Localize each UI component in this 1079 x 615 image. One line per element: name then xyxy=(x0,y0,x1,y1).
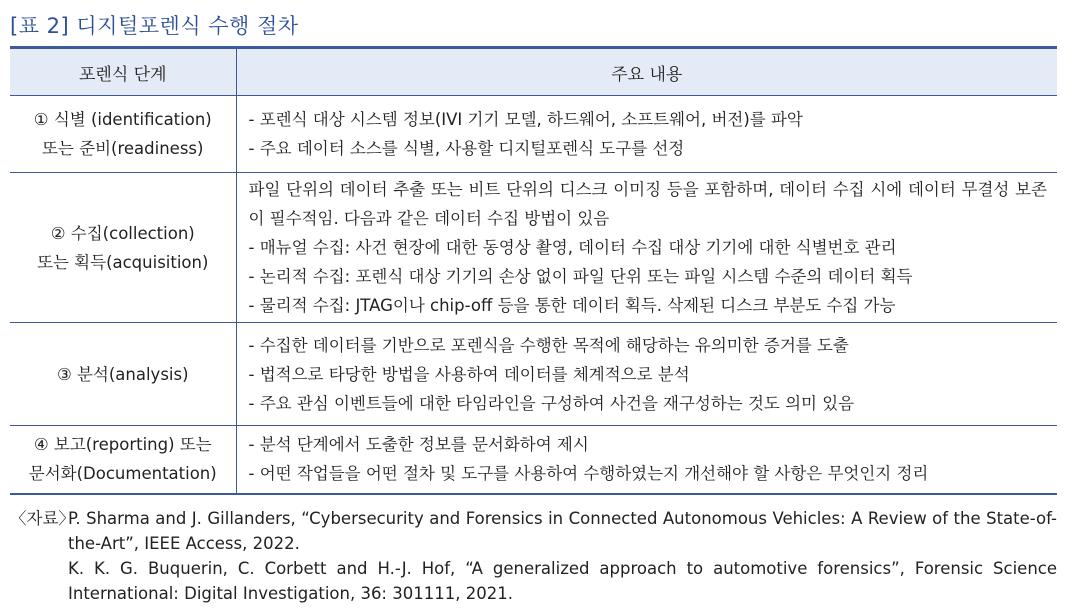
stage-label: ① 식별 (identification) xyxy=(33,110,212,129)
table-header-row xyxy=(10,48,1057,96)
stage-label: 문서화(Documentation) xyxy=(28,464,217,484)
reference-1: P. Sharma and J. Gillanders, “Cybersecurity and Forensics in Connected Autonomous Vehicles: A Review of the State-of-the-Art”, IEEE Access, 2022. xyxy=(68,509,1057,553)
stage-label: ④ 보고(reporting) 또는 xyxy=(33,435,212,455)
table-row xyxy=(10,96,1057,173)
content-line: - 물리적 수집: JTAG이나 chip-off 등을 통한 데이터 획득. 삭제된 디스크 부분도 수집 가능 xyxy=(248,296,896,315)
stage-label: 또는 준비(readiness) xyxy=(42,139,204,158)
source-ref-row xyxy=(10,506,1057,556)
content-cell xyxy=(236,323,1057,426)
header-content: 주요 내용 xyxy=(236,48,1057,96)
procedure-table xyxy=(10,46,1057,495)
table-row xyxy=(10,173,1057,323)
content-line: - 주요 관심 이벤트들에 대한 타임라인을 구성하여 사건을 재구성하는 것도 의미 있음 xyxy=(248,393,855,413)
content-line: - 법적으로 타당한 방법을 사용하여 데이터를 체계적으로 분석 xyxy=(248,364,690,384)
source-citation xyxy=(10,506,1057,606)
table-row xyxy=(10,323,1057,426)
content-cell xyxy=(236,96,1057,173)
content-line: - 포렌식 대상 시스템 정보(IVI 기기 모델, 하드웨어, 소프트웨어, 버전)를 파악 xyxy=(248,110,803,129)
stage-cell-reporting xyxy=(10,426,236,494)
content-line: - 매뉴얼 수집: 사건 현장에 대한 동영상 촬영, 데이터 수집 대상 기기에 대한 식별번호 관리 xyxy=(248,238,897,257)
stage-cell-analysis xyxy=(10,323,236,426)
content-line: - 어떤 작업들을 어떤 절차 및 도구를 사용하여 수행하였는지 개선해야 할 사항은 무엇인지 정리 xyxy=(248,464,929,484)
stage-cell-identification xyxy=(10,96,236,173)
header-stage: 포렌식 단계 xyxy=(10,48,236,96)
content-line: - 논리적 수집: 포렌식 대상 기기의 손상 없이 파일 단위 또는 파일 시스템 수준의 데이터 획득 xyxy=(248,267,913,286)
stage-label: ③ 분석(analysis) xyxy=(56,364,189,384)
reference-2: K. K. G. Buquerin, C. Corbett and H.-J. Hof, “A generalized approach to automotive forensics”, Forensic Science International: Digital Investigation, 36: 301111, 2021. xyxy=(68,559,1057,603)
content-cell xyxy=(236,173,1057,323)
stage-label: 또는 획득(acquisition) xyxy=(37,252,209,272)
source-label: 〈자료〉 xyxy=(10,509,75,528)
content-intro: 파일 단위의 데이터 추출 또는 비트 단위의 디스크 이미징 등을 포함하며, 데이터 수집 시에 데이터 무결성 보존이 필수적임. 다음과 같은 데이터 수집 방법이 있음 xyxy=(248,180,1047,228)
table-title: [표 2] 디지털포렌식 수행 절차 xyxy=(10,14,299,38)
content-line: - 주요 데이터 소스를 식별, 사용할 디지털포렌식 도구를 선정 xyxy=(248,139,685,158)
content-cell xyxy=(236,426,1057,494)
content-line: - 분석 단계에서 도출한 정보를 문서화하여 제시 xyxy=(248,435,589,455)
stage-label: ② 수집(collection) xyxy=(50,223,195,243)
content-line: - 수집한 데이터를 기반으로 포렌식을 수행한 목적에 해당하는 유의미한 증거를 도출 xyxy=(248,335,849,355)
stage-cell-collection xyxy=(10,173,236,323)
table-row xyxy=(10,426,1057,494)
